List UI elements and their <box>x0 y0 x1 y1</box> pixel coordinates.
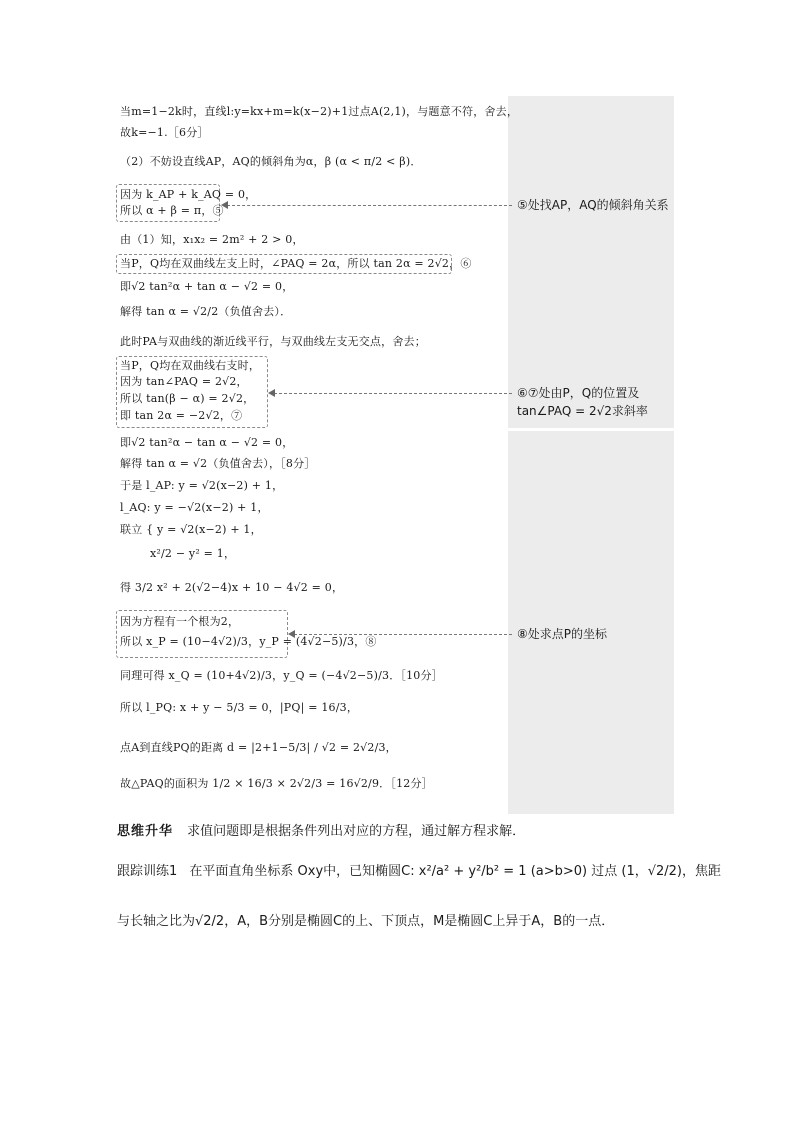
solution-line: 解得 tan α = √2（负值舍去），［8分］ <box>120 457 316 470</box>
solution-line: 即√2 tan²α + tan α − √2 = 0， <box>120 280 294 293</box>
summary-text: 求值问题即是根据条件列出对应的方程，通过解方程求解． <box>187 824 526 839</box>
sidebar-divider <box>508 428 674 431</box>
solution-line: 联立 { y = √2(x−2) + 1， <box>120 523 262 536</box>
connector-line-5 <box>227 205 512 206</box>
solution-line: 故△PAQ的面积为 1/2 × 16/3 × 2√2/3 = 16√2/9．［12分］ <box>120 777 433 790</box>
solution-line: （2）不妨设直线AP，AQ的倾斜角为α，β (α < π/2 < β)． <box>120 155 422 168</box>
solution-line: 所以 x_P = (10−4√2)/3，y_P = (4√2−5)/3，⑧ <box>120 635 377 648</box>
connector-line-67 <box>274 393 512 394</box>
solution-line: 即√2 tan²α − tan α − √2 = 0， <box>120 436 294 449</box>
exercise-text-1: 在平面直角坐标系 Oxy中，已知椭圆C: x²/a² + y²/b² = 1 (a>b>0) 过点 (1，√2/2)，焦距 <box>189 864 721 879</box>
solution-line: 即 tan 2α = −2√2，⑦ <box>120 409 243 422</box>
sidebar-note-8: ⑧处求点P的坐标 <box>517 627 607 641</box>
solution-line: x²/2 − y² = 1， <box>150 547 236 560</box>
solution-line: 因为 k_AP + k_AQ = 0， <box>120 188 257 201</box>
solution-line: 得 3/2 x² + 2(√2−4)x + 10 − 4√2 = 0， <box>120 581 344 594</box>
solution-line: 当P，Q均在双曲线右支时， <box>120 359 261 372</box>
solution-line: 由（1）知，x₁x₂ = 2m² + 2 > 0， <box>120 233 304 246</box>
solution-line: 当m=1−2k时，直线l:y=kx+m=k(x−2)+1过点A(2,1)，与题意不符，舍去， <box>120 105 519 118</box>
connector-line-8 <box>294 634 512 635</box>
solution-line: 于是 l_AP: y = √2(x−2) + 1， <box>120 479 284 492</box>
solution-line: 同理可得 x_Q = (10+4√2)/3，y_Q = (−4√2−5)/3．［10分］ <box>120 669 443 682</box>
solution-line: 所以 tan(β − α) = 2√2， <box>120 392 255 405</box>
solution-line: 因为 tan∠PAQ = 2√2， <box>120 375 248 388</box>
solution-line: 此时PA与双曲线的渐近线平行，与双曲线左支无交点，舍去； <box>120 335 426 348</box>
exercise-text-2: 与长轴之比为√2/2，A，B分别是椭圆C的上、下顶点，M是椭圆C上异于A，B的一点． <box>117 914 615 929</box>
summary-label: 思维升华 <box>117 824 174 839</box>
arrow-left-icon <box>221 201 228 209</box>
summary-line <box>117 822 525 842</box>
sidebar-note-67-line2: tan∠PAQ = 2√2求斜率 <box>517 404 648 418</box>
solution-line: 故k=−1.［6分］ <box>120 126 209 139</box>
solution-line: 解得 tan α = √2/2（负值舍去）． <box>120 305 292 318</box>
exercise-label: 跟踪训练1 <box>117 864 178 879</box>
solution-line: 点A到直线PQ的距离 d = |2+1−5/3| / √2 = 2√2/3， <box>120 741 397 754</box>
sidebar-note-5: ⑤处找AP，AQ的倾斜角关系 <box>517 198 669 212</box>
sidebar-note-67-line1: ⑥⑦处由P，Q的位置及 <box>517 386 640 400</box>
solution-line: 所以 l_PQ: x + y − 5/3 = 0，|PQ| = 16/3， <box>120 701 359 714</box>
solution-line: 当P，Q均在双曲线左支上时，∠PAQ = 2α，所以 tan 2α = 2√2，⑥ <box>120 257 472 270</box>
arrow-left-icon <box>288 630 295 638</box>
exercise-line-1 <box>117 862 721 882</box>
solution-line: l_AQ: y = −√2(x−2) + 1， <box>120 501 269 514</box>
solution-line: 因为方程有一个根为2， <box>120 615 240 628</box>
solution-line: 所以 α + β = π，⑤ <box>120 204 224 217</box>
arrow-left-icon <box>268 389 275 397</box>
